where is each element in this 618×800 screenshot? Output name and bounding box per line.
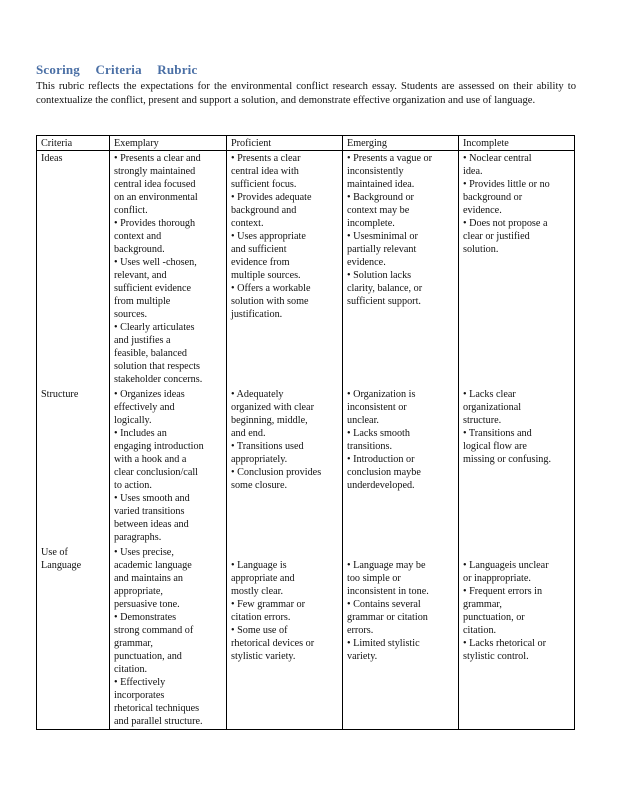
cell-line: • Uses smooth and <box>114 493 190 504</box>
cell-line: justification. <box>231 309 283 320</box>
cell-line: on an environmental <box>114 192 198 203</box>
cell-line: • Lacks smooth <box>347 428 410 439</box>
cell-line: • Introduction or <box>347 454 415 465</box>
cell-line: • Provides little or no <box>463 179 550 190</box>
cell-line: sources. <box>114 309 148 320</box>
cell-line: solution with some <box>231 296 309 307</box>
cell-line: • Organization is <box>347 389 416 400</box>
cell-line: • Conclusion provides <box>231 467 322 478</box>
cell-line: central idea focused <box>114 179 196 190</box>
cell-line: Use of <box>41 547 68 558</box>
cell-line: stylistic control. <box>463 651 529 662</box>
cell-emerging <box>343 387 459 545</box>
cell-line: maintained idea. <box>347 179 415 190</box>
cell-line: organizational <box>463 402 522 413</box>
cell-line: • Organizes ideas <box>114 389 185 400</box>
cell-line: stylistic variety. <box>231 651 296 662</box>
header-criteria: Criteria <box>37 136 110 151</box>
cell-line: citation. <box>463 625 497 636</box>
cell-line: • Uses appropriate <box>231 231 306 242</box>
cell-line: and maintains an <box>114 573 184 584</box>
cell-line: • Effectively <box>114 677 166 688</box>
cell-line: transitions. <box>347 441 392 452</box>
cell-line: to action. <box>114 480 152 491</box>
cell-line: partially relevant <box>347 244 417 255</box>
cell-line: central idea with <box>231 166 299 177</box>
cell-line: grammar, <box>114 638 153 649</box>
cell-line: • Uses well -chosen, <box>114 257 197 268</box>
table-row <box>37 545 575 730</box>
cell-line: too simple or <box>347 573 401 584</box>
cell-line: • Contains several <box>347 599 421 610</box>
cell-line: Structure <box>41 389 79 400</box>
cell-line: between ideas and <box>114 519 189 530</box>
cell-line: multiple sources. <box>231 270 301 281</box>
cell-line: logical flow are <box>463 441 527 452</box>
cell-emerging <box>343 151 459 388</box>
cell-incomplete <box>459 545 575 730</box>
cell-line: • Uses precise, <box>114 547 174 558</box>
cell-line: • Transitions used <box>231 441 304 452</box>
cell-line: engaging introduction <box>114 441 204 452</box>
cell-line: solution. <box>463 244 499 255</box>
cell-line: grammar, <box>463 599 502 610</box>
cell-line: and end. <box>231 428 266 439</box>
cell-line: logically. <box>114 415 152 426</box>
cell-line: appropriate, <box>114 586 163 597</box>
cell-line: • Language is <box>231 560 287 571</box>
cell-line: Language <box>41 560 82 571</box>
cell-line: appropriately. <box>231 454 288 465</box>
cell-line: • Presents a vague or <box>347 153 433 164</box>
cell-line: organized with clear <box>231 402 314 413</box>
cell-line: from multiple <box>114 296 171 307</box>
cell-line: inconsistently <box>347 166 404 177</box>
cell-line <box>231 546 338 559</box>
cell-line: persuasive tone. <box>114 599 180 610</box>
cell-line: citation errors. <box>231 612 291 623</box>
cell-line: • Includes an <box>114 428 167 439</box>
cell-line: conclusion maybe <box>347 467 421 478</box>
cell-line: grammar or citation <box>347 612 428 623</box>
cell-criteria <box>37 151 110 388</box>
cell-line: with a hook and a <box>114 454 187 465</box>
cell-line: evidence. <box>463 205 502 216</box>
cell-line: • Offers a workable <box>231 283 311 294</box>
cell-exemplary <box>110 387 227 545</box>
cell-line: • Usesminimal or <box>347 231 418 242</box>
cell-exemplary <box>110 151 227 388</box>
cell-line: academic language <box>114 560 192 571</box>
cell-line: clarity, balance, or <box>347 283 423 294</box>
cell-proficient <box>227 545 343 730</box>
cell-line: punctuation, or <box>463 612 525 623</box>
cell-line: and justifies a <box>114 335 171 346</box>
cell-line: • Frequent errors in <box>463 586 543 597</box>
cell-line: strongly maintained <box>114 166 196 177</box>
cell-line: punctuation, and <box>114 651 182 662</box>
cell-line: • Few grammar or <box>231 599 306 610</box>
cell-line: clear or justified <box>463 231 530 242</box>
cell-line: • Provides thorough <box>114 218 196 229</box>
cell-line: stakeholder concerns. <box>114 374 203 385</box>
table-row <box>37 151 575 388</box>
cell-line: errors. <box>347 625 374 636</box>
cell-line: variety. <box>347 651 378 662</box>
cell-line: • Clearly articulates <box>114 322 195 333</box>
cell-line: context. <box>231 218 264 229</box>
cell-line: evidence. <box>347 257 386 268</box>
cell-line: sufficient focus. <box>231 179 297 190</box>
cell-proficient <box>227 387 343 545</box>
header-exemplary: Exemplary <box>110 136 227 151</box>
cell-line: sufficient evidence <box>114 283 192 294</box>
cell-line: Ideas <box>41 153 63 164</box>
cell-line: context and <box>114 231 162 242</box>
cell-incomplete <box>459 387 575 545</box>
cell-line: inconsistent in tone. <box>347 586 429 597</box>
cell-line: varied transitions <box>114 506 185 517</box>
cell-line: conflict. <box>114 205 148 216</box>
cell-line <box>463 546 570 559</box>
cell-line: sufficient support. <box>347 296 421 307</box>
cell-line: citation. <box>114 664 148 675</box>
table-row <box>37 387 575 545</box>
cell-line: unclear. <box>347 415 379 426</box>
cell-line: • Transitions and <box>463 428 532 439</box>
cell-line: underdeveloped. <box>347 480 415 491</box>
cell-line: • Solution lacks <box>347 270 412 281</box>
cell-line: appropriate and <box>231 573 295 584</box>
cell-line: and parallel structure. <box>114 716 203 727</box>
cell-proficient <box>227 151 343 388</box>
cell-line: mostly clear. <box>231 586 284 597</box>
cell-line: some closure. <box>231 480 288 491</box>
cell-exemplary <box>110 545 227 730</box>
cell-line: • Presents a clear <box>231 153 301 164</box>
cell-line: • Some use of <box>231 625 288 636</box>
cell-line: • Demonstrates <box>114 612 177 623</box>
cell-line: • Does not propose a <box>463 218 548 229</box>
header-emerging: Emerging <box>343 136 459 151</box>
cell-line: feasible, balanced <box>114 348 187 359</box>
cell-line: paragraphs. <box>114 532 162 543</box>
cell-line: evidence from <box>231 257 290 268</box>
cell-line: • Background or <box>347 192 414 203</box>
cell-line: relevant, and <box>114 270 167 281</box>
table-header-row <box>37 136 575 151</box>
cell-line: • Provides adequate <box>231 192 312 203</box>
cell-line: • Language may be <box>347 560 426 571</box>
cell-line: or inappropriate. <box>463 573 531 584</box>
cell-line: background. <box>114 244 165 255</box>
cell-line: • Adequately <box>231 389 284 400</box>
cell-emerging <box>343 545 459 730</box>
cell-line: • Noclear central <box>463 153 532 164</box>
header-incomplete: Incomplete <box>459 136 575 151</box>
cell-line: inconsistent or <box>347 402 407 413</box>
cell-line: incorporates <box>114 690 165 701</box>
cell-incomplete <box>459 151 575 388</box>
cell-line <box>347 546 454 559</box>
cell-line: background or <box>463 192 523 203</box>
cell-line: idea. <box>463 166 483 177</box>
cell-line: • Lacks rhetorical or <box>463 638 547 649</box>
cell-criteria <box>37 545 110 730</box>
cell-line: context may be <box>347 205 410 216</box>
cell-line: and sufficient <box>231 244 287 255</box>
cell-line: incomplete. <box>347 218 395 229</box>
cell-line: structure. <box>463 415 502 426</box>
cell-line: strong command of <box>114 625 194 636</box>
cell-line: effectively and <box>114 402 175 413</box>
cell-line: solution that respects <box>114 361 201 372</box>
cell-line: • Presents a clear and <box>114 153 201 164</box>
cell-line: • Limited stylistic <box>347 638 420 649</box>
cell-line: clear conclusion/call <box>114 467 199 478</box>
cell-line: • Lacks clear <box>463 389 516 400</box>
cell-criteria <box>37 387 110 545</box>
cell-line: • Languageis unclear <box>463 560 549 571</box>
cell-line: beginning, middle, <box>231 415 308 426</box>
page-title: Scoring Criteria Rubric <box>36 62 198 77</box>
header-proficient: Proficient <box>227 136 343 151</box>
cell-line: rhetorical devices or <box>231 638 315 649</box>
intro-paragraph: This rubric reflects the expectations for the environmental conflict research essay. Students are assessed on their ability to contextualize the conflict, present and support a solution, and demonstrate effective organization and use of language. <box>36 81 576 106</box>
cell-line: missing or confusing. <box>463 454 552 465</box>
rubric-table <box>36 135 575 730</box>
cell-line: rhetorical techniques <box>114 703 200 714</box>
cell-line: background and <box>231 205 297 216</box>
